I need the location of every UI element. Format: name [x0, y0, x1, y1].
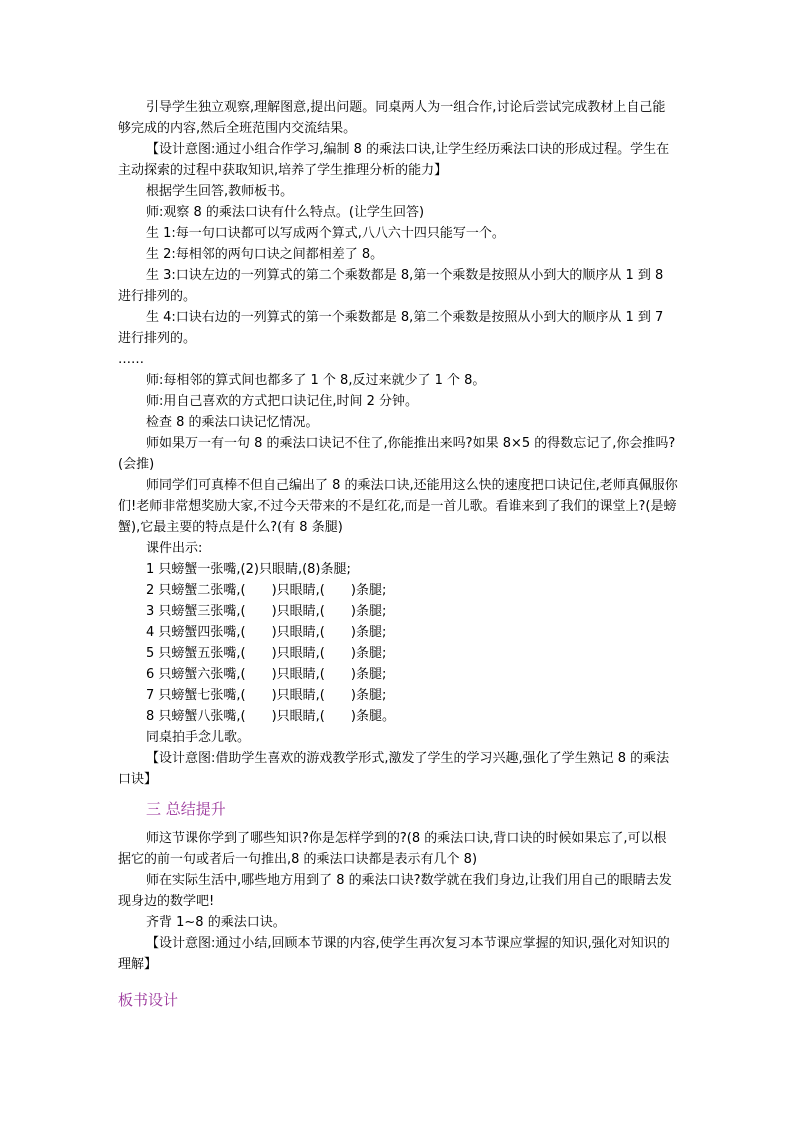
crab-rhyme-line: 6 只螃蟹六张嘴,( )只眼睛,( )条腿; [146, 667, 387, 682]
crab-rhyme-line: 8 只螃蟹八张嘴,( )只眼睛,( )条腿。 [146, 709, 395, 724]
student-answer-3: 生 3:口诀左边的一列算式的第二个乘数都是 8,第一个乘数是按照从小到大的顺序从 1 到 8 进行排列的。 [118, 268, 664, 304]
teacher-review-question: 师这节课你学到了哪些知识?你是怎样学到的?(8 的乘法口诀,背口诀的时候如果忘了,可以根据它的前一句或者后一句推出,8 的乘法口诀都是表示有几个 8) [118, 831, 667, 867]
teacher-summary-adjacent: 师:每相邻的算式间也都多了 1 个 8,反过来就少了 1 个 8。 [146, 373, 486, 388]
paragraph-board-writing: 根据学生回答,教师板书。 [146, 184, 294, 199]
design-intent-2: 【设计意图:借助学生喜欢的游戏教学形式,激发了学生的学习兴趣,强化了学生熟记 8 的乘法口诀】 [118, 751, 670, 787]
courseware-show-label: 课件出示: [146, 541, 203, 556]
board-design-heading: 板书设计 [118, 991, 179, 1009]
teacher-deduce-question: 师如果万一有一句 8 的乘法口诀记不住了,你能推出来吗?如果 8×5 的得数忘记了,你会推吗?(会推) [118, 436, 676, 472]
student-answer-1: 生 1:每一句口诀都可以写成两个算式,八八六十四只能写一个。 [146, 226, 505, 241]
crab-rhyme-line: 2 只螃蟹二张嘴,( )只眼睛,( )条腿; [146, 583, 387, 598]
teacher-memorize-instruction: 师:用自己喜欢的方式把口诀记住,时间 2 分钟。 [146, 394, 419, 409]
teacher-real-life-question: 师在实际生活中,哪些地方用到了 8 的乘法口诀?数学就在我们身边,让我们用自己的眼睛去发现身边的数学吧! [118, 873, 672, 909]
crab-rhyme-line: 1 只螃蟹一张嘴,(2)只眼睛,(8)条腿; [146, 562, 351, 577]
ellipsis: …… [118, 352, 144, 367]
design-intent-1: 【设计意图:通过小组合作学习,编制 8 的乘法口诀,让学生经历乘法口诀的形成过程。学生在主动探索的过程中获取知识,培养了学生推理分析的能力】 [118, 142, 670, 178]
crab-rhyme-line: 4 只螃蟹四张嘴,( )只眼睛,( )条腿; [146, 625, 387, 640]
crab-rhyme-line: 5 只螃蟹五张嘴,( )只眼睛,( )条腿; [146, 646, 387, 661]
document-body [118, 97, 678, 1011]
teacher-question-features: 师:观察 8 的乘法口诀有什么特点。(让学生回答) [146, 205, 425, 220]
crab-rhyme-line: 3 只螃蟹三张嘴,( )只眼睛,( )条腿; [146, 604, 387, 619]
crab-rhyme-line: 7 只螃蟹七张嘴,( )只眼睛,( )条腿; [146, 688, 387, 703]
check-memorization: 检查 8 的乘法口诀记忆情况。 [146, 415, 319, 430]
student-answer-4: 生 4:口诀右边的一列算式的第一个乘数都是 8,第二个乘数是按照从小到大的顺序从 1 到 7 进行排列的。 [118, 310, 664, 346]
recite-rhyme: 同桌拍手念儿歌。 [146, 730, 251, 745]
paragraph-guide-students: 引导学生独立观察,理解图意,提出问题。同桌两人为一组合作,讨论后尝试完成教材上自己能够完成的内容,然后全班范围内交流结果。 [118, 100, 666, 136]
recite-all: 齐背 1~8 的乘法口诀。 [146, 915, 286, 930]
crab-rhyme-list [118, 559, 678, 727]
teacher-praise-crab: 师同学们可真棒不但自己编出了 8 的乘法口诀,还能用这么快的速度把口诀记住,老师真佩服你们!老师非常想奖励大家,不过今天带来的不是红花,而是一首儿歌。看谁来到了我们的课堂上?(是螃蟹),它最主要的特点是什么?(有 8 条腿) [118, 478, 678, 535]
design-intent-3: 【设计意图:通过小结,回顾本节课的内容,使学生再次复习本节课应掌握的知识,强化对知识的理解】 [118, 936, 670, 972]
student-answer-2: 生 2:每相邻的两句口诀之间都相差了 8。 [146, 247, 384, 262]
section-heading-summary: 三 总结提升 [146, 800, 226, 818]
